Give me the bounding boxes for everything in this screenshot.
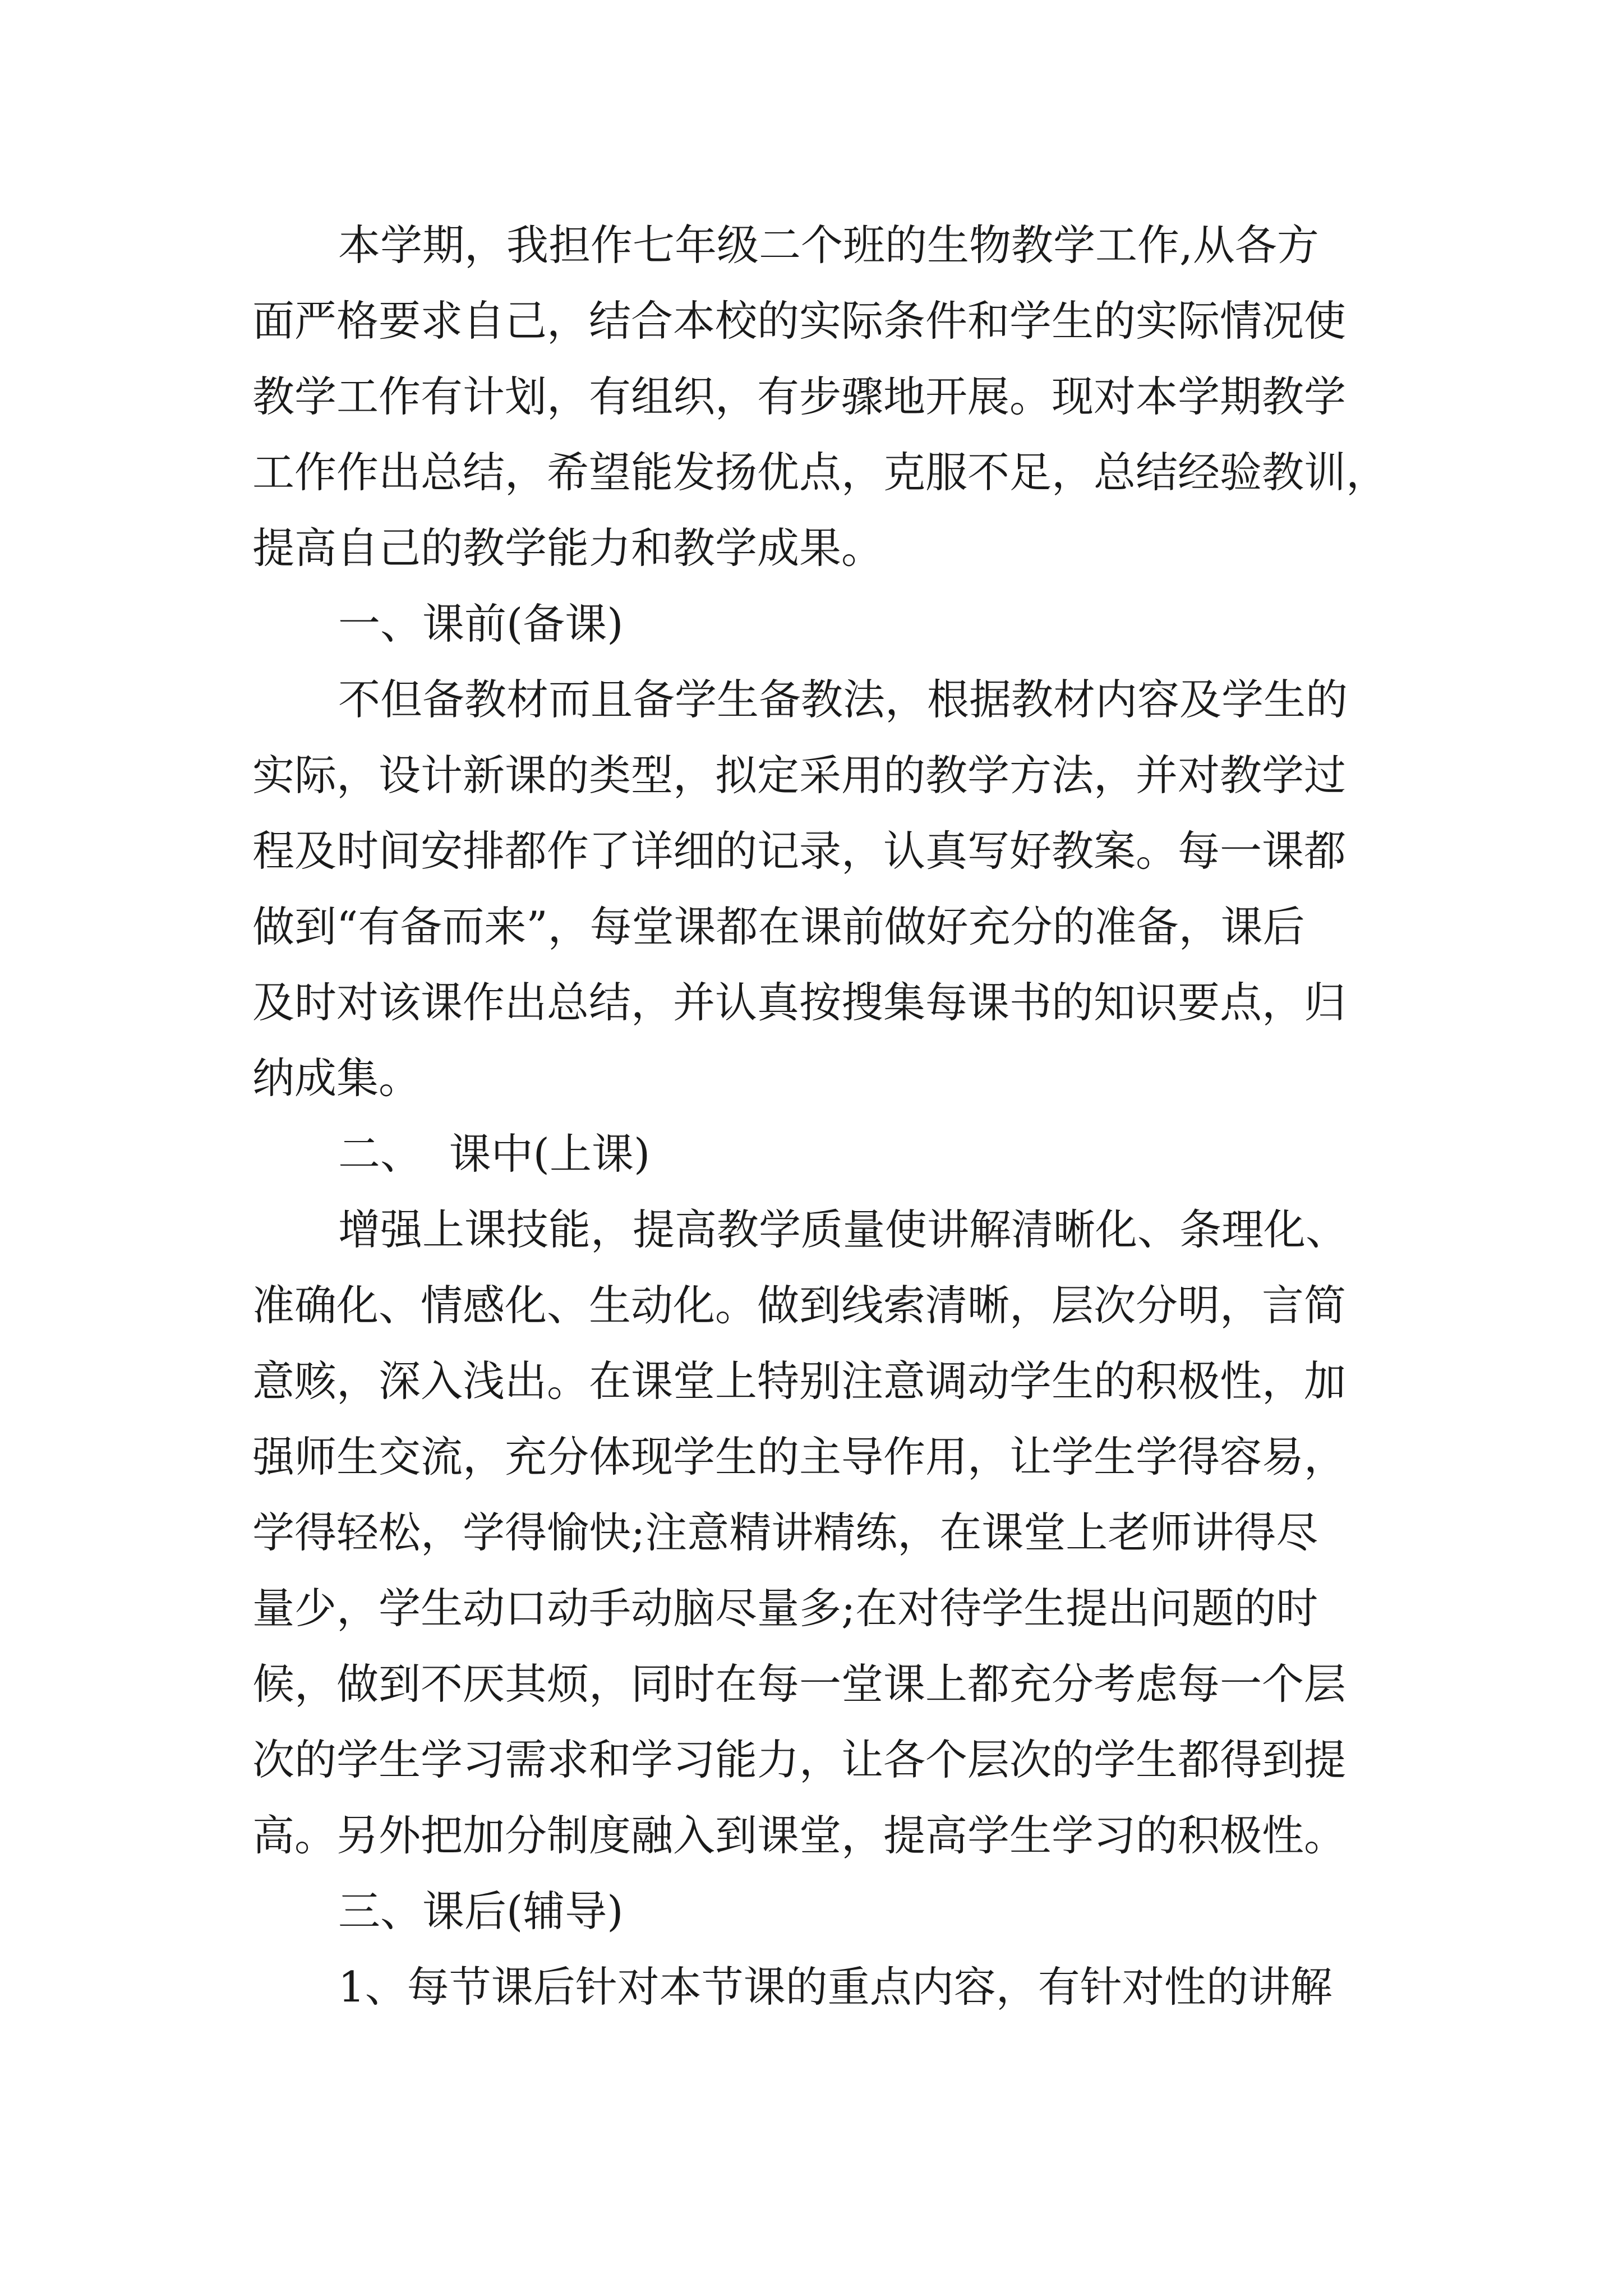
paragraph-class-line-4: 强师生交流，充分体现学生的主导作用，让学生学得容易， (252, 1432, 1347, 1481)
paragraph-intro-line-3: 教学工作有计划，有组织，有步骤地开展。现对本学期教学 (252, 372, 1347, 421)
paragraph-class-line-2: 准确化、情感化、生动化。做到线索清晰，层次分明，言简 (252, 1281, 1347, 1330)
paragraph-prep-line-1: 不但备教材而且备学生备教法，根据教材内容及学生的 (338, 675, 1348, 724)
paragraph-class-line-5: 学得轻松，学得愉快;注意精讲精练，在课堂上老师讲得尽 (252, 1508, 1318, 1557)
paragraph-intro-line-4: 工作作出总结，希望能发扬优点，克服不足，总结经验教训， (252, 448, 1389, 497)
paragraph-after-line-1: 1、每节课后针对本节课的重点内容，有针对性的讲解 (338, 1962, 1332, 2012)
paragraph-intro-line-1: 本学期，我担作七年级二个班的生物教学工作,从各方 (338, 220, 1319, 270)
paragraph-prep-line-3: 程及时间安排都作了详细的记录，认真写好教案。每一课都 (252, 826, 1347, 876)
section-heading-3: 三、课后(辅导) (338, 1887, 624, 1936)
paragraph-intro-line-2: 面严格要求自己，结合本校的实际条件和学生的实际情况使 (252, 296, 1347, 346)
paragraph-prep-line-6: 纳成集。 (252, 1053, 421, 1103)
paragraph-class-line-3: 意赅，深入浅出。在课堂上特别注意调动学生的积极性，加 (252, 1356, 1347, 1406)
paragraph-class-line-7: 候，做到不厌其烦，同时在每一堂课上都充分考虑每一个层 (252, 1659, 1347, 1709)
paragraph-prep-line-5: 及时对该课作出总结，并认真按搜集每课书的知识要点，归 (252, 978, 1347, 1027)
paragraph-class-line-1: 增强上课技能，提高教学质量使讲解清晰化、条理化、 (338, 1205, 1348, 1254)
paragraph-class-line-9: 高。另外把加分制度融入到课堂，提高学生学习的积极性。 (252, 1811, 1347, 1860)
paragraph-intro-line-5: 提高自己的教学能力和教学成果。 (252, 523, 884, 573)
section-heading-2: 二、 课中(上课) (338, 1129, 651, 1179)
paragraph-prep-line-4: 做到“有备而来”，每堂课都在课前做好充分的准备，课后 (252, 902, 1305, 951)
paragraph-class-line-8: 次的学生学习需求和学习能力，让各个层次的学生都得到提 (252, 1735, 1347, 1784)
paragraph-prep-line-2: 实际，设计新课的类型，拟定采用的教学方法，并对教学过 (252, 751, 1347, 800)
paragraph-class-line-6: 量少，学生动口动手动脑尽量多;在对待学生提出问题的时 (252, 1584, 1318, 1633)
section-heading-1: 一、课前(备课) (338, 599, 624, 648)
